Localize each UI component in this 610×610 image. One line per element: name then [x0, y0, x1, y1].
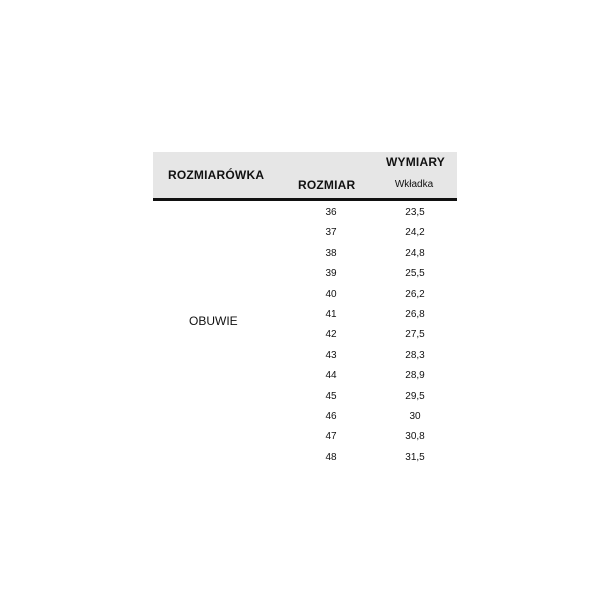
table-title: ROZMIARÓWKA: [168, 168, 265, 182]
table-row: [0, 309, 610, 329]
insole-value: 30: [409, 410, 421, 422]
insole-value: 24,2: [405, 227, 425, 239]
size-value: 38: [325, 247, 337, 259]
insole-value: 23,5: [405, 207, 425, 218]
size-value: 48: [325, 451, 337, 463]
size-column-header: ROZMIAR: [298, 178, 356, 192]
insole-column-header-label: Wkładka: [394, 179, 434, 190]
table-row: [0, 207, 610, 227]
table-row: [0, 227, 610, 247]
table-row: [0, 391, 610, 411]
insole-value: 24,8: [405, 247, 425, 259]
table-row: [0, 431, 610, 451]
table-row: [0, 370, 610, 390]
table-row: [0, 411, 610, 431]
table-row: [0, 452, 610, 472]
size-value: 36: [325, 207, 337, 218]
table-row: [0, 248, 610, 268]
insole-value: 28,9: [405, 370, 425, 382]
insole-value: 30,8: [405, 431, 425, 443]
size-value: 43: [325, 349, 337, 361]
size-value: 47: [325, 431, 337, 443]
insole-value: 26,8: [405, 308, 425, 320]
measurements-header: WYMIARY: [386, 155, 445, 169]
size-value: 46: [325, 410, 337, 422]
size-value: 45: [325, 390, 337, 402]
table-row: [0, 268, 610, 288]
table-row: [0, 289, 610, 309]
insole-value: 26,2: [405, 288, 425, 300]
header-divider: [153, 198, 457, 201]
size-value: 44: [325, 370, 337, 382]
insole-value: 28,3: [405, 349, 425, 361]
insole-value: 27,5: [405, 329, 425, 341]
table-row: [0, 329, 610, 349]
table-row: [0, 350, 610, 370]
size-value: 37: [325, 227, 337, 239]
size-value: 41: [325, 308, 337, 320]
insole-value: 31,5: [405, 451, 425, 463]
size-value: 40: [325, 288, 337, 300]
insole-value: 25,5: [405, 268, 425, 280]
size-value: 39: [325, 268, 337, 280]
size-value: 42: [325, 329, 337, 341]
size-table-body: [0, 207, 610, 472]
category-label: OBUWIE: [189, 314, 238, 328]
insole-value: 29,5: [405, 390, 425, 402]
